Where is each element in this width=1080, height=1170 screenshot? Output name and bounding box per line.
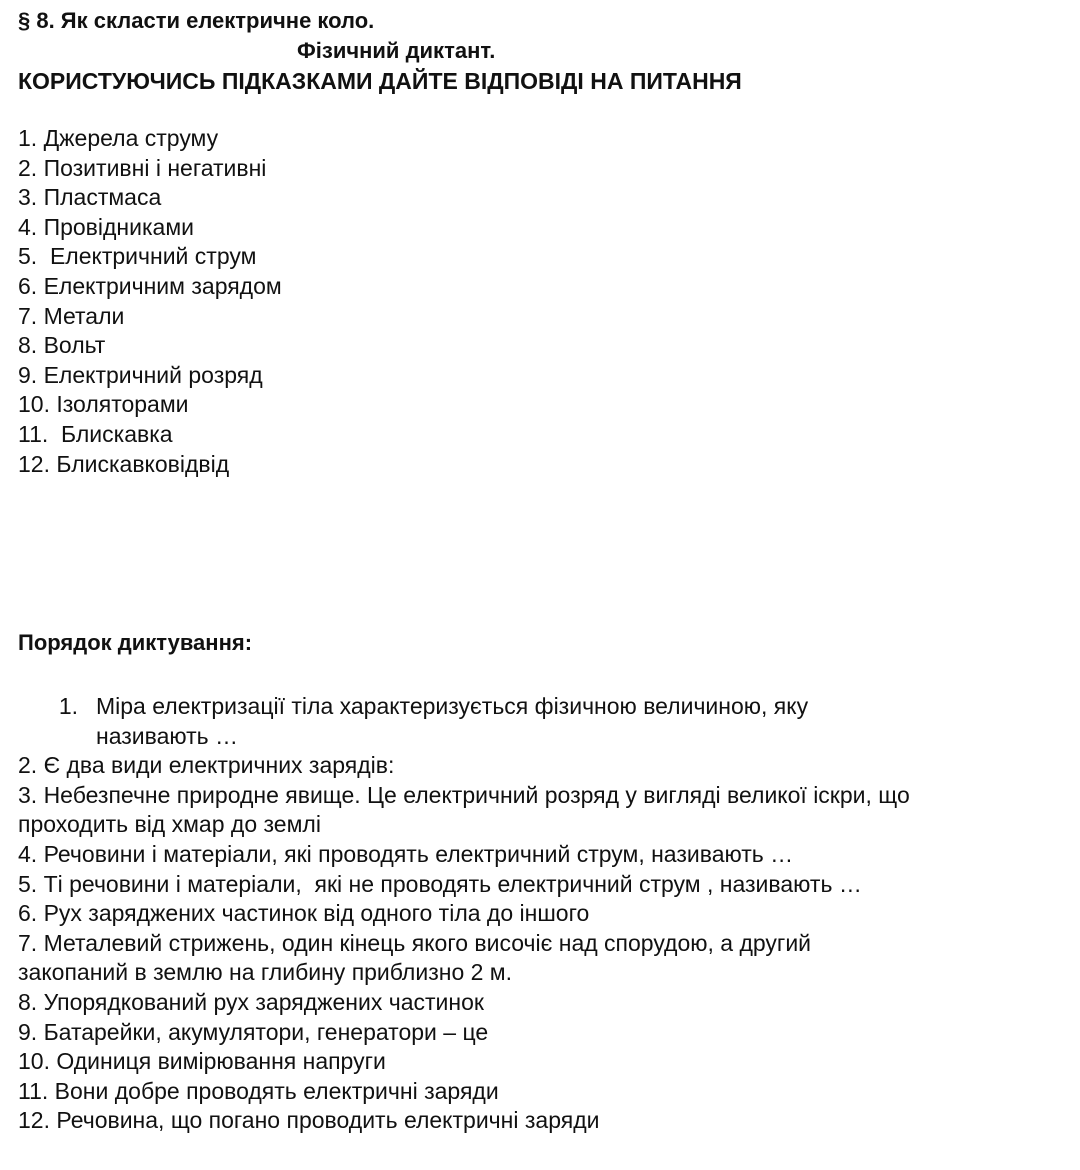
answer-item: 12. Блискавковідвід bbox=[18, 450, 230, 477]
subtitle: Фізичний диктант. bbox=[297, 38, 496, 63]
answer-item: 8. Вольт bbox=[18, 332, 106, 359]
question-item: 7. Металевий стрижень, один кінець якого височіє над спорудою, а другий bbox=[18, 929, 812, 956]
answer-item: 7. Метали bbox=[18, 302, 125, 329]
questions-list bbox=[18, 692, 1058, 1136]
answer-item: 9. Електричний розряд bbox=[18, 361, 263, 388]
question-item: закопаний в землю на глибину приблизно 2 м. bbox=[18, 959, 513, 986]
answer-item: 4. Провідниками bbox=[18, 213, 195, 240]
instruction-heading: КОРИСТУЮЧИСЬ ПІДКАЗКАМИ ДАЙТЕ ВІДПОВІДІ НА ПИТАННЯ bbox=[18, 68, 742, 94]
question-item: 5. Ті речовини і матеріали, які не проводять електричний струм , називають … bbox=[18, 870, 862, 897]
question-item: 2. Є два види електричних зарядів: bbox=[18, 752, 395, 779]
answer-item: 5. Електричний струм bbox=[18, 243, 257, 270]
question-number: 1. bbox=[58, 693, 78, 719]
question-item: 3. Небезпечне природне явище. Це електричний розряд у вигляді великої іскри, що bbox=[18, 781, 910, 808]
answer-item: 6. Електричним зарядом bbox=[18, 272, 282, 299]
answers-list bbox=[18, 124, 1068, 479]
answer-item: 11. Блискавка bbox=[18, 420, 173, 447]
dictation-title: Порядок диктування: bbox=[18, 630, 253, 655]
answer-item: 10. Ізоляторами bbox=[18, 391, 189, 418]
question-item: 12. Речовина, що погано проводить електричні заряди bbox=[18, 1107, 600, 1134]
question-item-first bbox=[18, 692, 1058, 751]
question-text: Міра електризації тіла характеризується фізичною величиною, яку називають … bbox=[96, 693, 809, 749]
question-item: 11. Вони добре проводять електричні заряди bbox=[18, 1077, 499, 1104]
section-title: § 8. Як скласти електричне коло. bbox=[18, 8, 375, 33]
question-item: 10. Одиниця вимірювання напруги bbox=[18, 1048, 386, 1075]
document-page bbox=[18, 6, 1068, 1134]
question-item: 4. Речовини і матеріали, які проводять електричний струм, називають … bbox=[18, 840, 794, 867]
answer-item: 1. Джерела струму bbox=[18, 125, 219, 151]
question-item: 6. Рух заряджених частинок від одного тіла до іншого bbox=[18, 900, 590, 927]
question-item: 9. Батарейки, акумулятори, генератори – це bbox=[18, 1018, 489, 1045]
question-item: 8. Упорядкований рух заряджених частинок bbox=[18, 988, 484, 1015]
question-item: проходить від хмар до землі bbox=[18, 811, 321, 838]
answer-item: 3. Пластмаса bbox=[18, 184, 162, 211]
answer-item: 2. Позитивні і негативні bbox=[18, 154, 267, 181]
